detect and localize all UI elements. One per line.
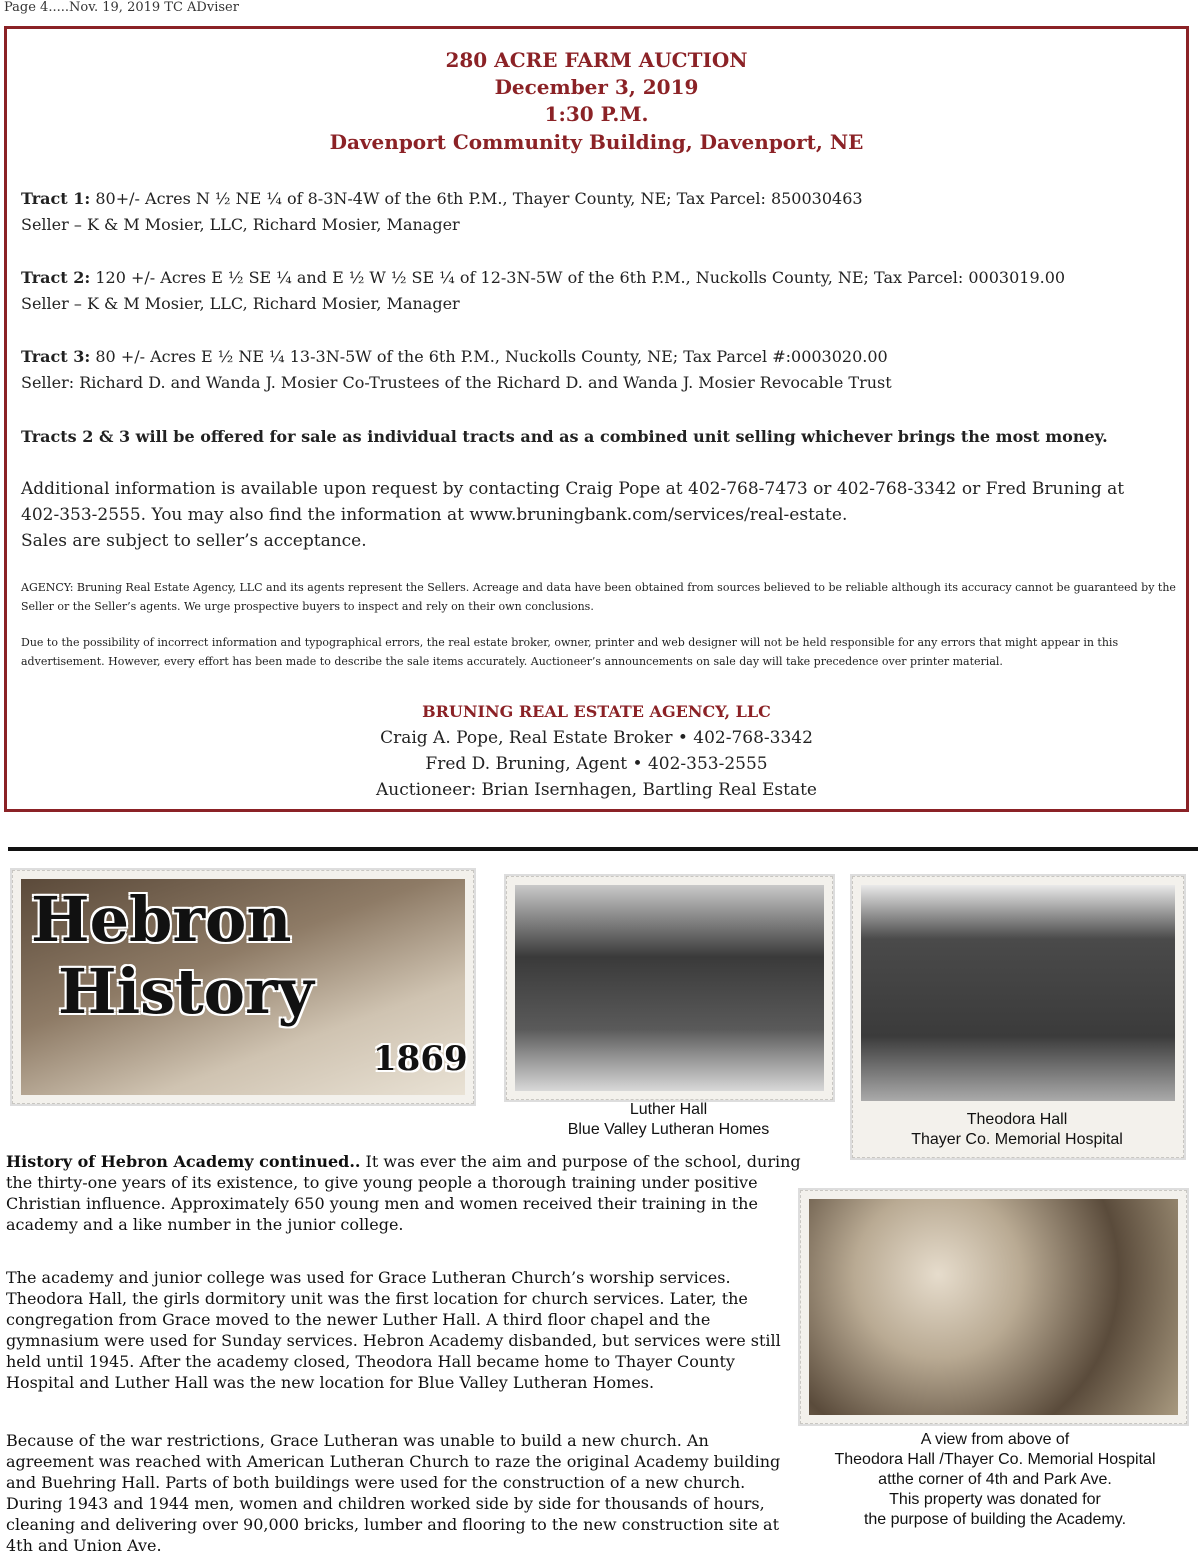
caption-line: Luther Hall xyxy=(629,1101,708,1118)
history-text: It was ever the aim and purpose of the school, during the thirty-one years of its existence, to give young people a thorough training under positive Christian influence. Approximately 650 young men and women received their training in the academy and a like number in the junior college. xyxy=(6,1152,801,1234)
caption-line: the purpose of building the Academy. xyxy=(863,1511,1127,1528)
aerial-caption xyxy=(800,1430,1190,1530)
tract-seller: Seller: Richard D. and Wanda J. Mosier Co-Trustees of the Richard D. and Wanda J. Mosier Revocable Trust xyxy=(21,373,892,392)
auction-date: December 3, 2019 xyxy=(494,75,699,99)
tract-description: 80 +/- Acres E ½ NE ¼ 13-3N-5W of the 6th P.M., Nuckolls County, NE; Tax Parcel #:0003020.00 xyxy=(90,347,888,366)
errors-disclaimer: Due to the possibility of incorrect information and typographical errors, the real estate broker, owner, printer and web designer will not be held responsible for any errors that might appear in this advertisement. However, every effort has been made to describe the sale items accurately. Auctioneer’s announcements on sale day will take precedence over printer material. xyxy=(21,636,1119,668)
history-paragraph-1 xyxy=(6,1151,801,1235)
additional-line: 402-353-2555. You may also find the information at www.bruningbank.com/services/real-estate. xyxy=(21,505,848,525)
auction-time: 1:30 P.M. xyxy=(544,102,649,126)
tract-seller: Seller – K & M Mosier, LLC, Richard Mosier, Manager xyxy=(21,215,460,234)
section-divider xyxy=(8,847,1198,851)
luther-hall-photo xyxy=(515,885,824,1091)
tract-3 xyxy=(21,344,1171,396)
page-header: Page 4.....Nov. 19, 2019 TC ADviser xyxy=(4,0,239,15)
tract-1 xyxy=(21,186,1171,238)
tract-label: Tract 2: xyxy=(21,268,91,287)
history-paragraph-3: Because of the war restrictions, Grace Lutheran was unable to build a new church. An agreement was reached with American Lutheran Church to raze the original Academy building and Buehring Hall. Parts of both buildings were used for the construction of a new church. During 1943 and 1944 men, women and children worked side by side for thousands of hours, cleaning and delivering over 90,000 bricks, lumber and flooring to the new construction site at 4th and Union Ave. xyxy=(6,1431,781,1555)
aerial-photo xyxy=(809,1199,1178,1415)
tract-description: 120 +/- Acres E ½ SE ¼ and E ½ W ½ SE ¼ of 12-3N-5W of the 6th P.M., Nuckolls County, NE; Tax Parcel: 0003019.00 xyxy=(90,268,1066,287)
history-paragraph-2: The academy and junior college was used for Grace Lutheran Church’s worship services. Theodora Hall, the girls dormitory unit was the first location for church services. Later, the congregation from Grace moved to the newer Luther Hall. A third floor chapel and the gymnasium were used for Sunday services. Hebron Academy disbanded, but services were still held until 1945. After the academy closed, Theodora Hall became home to Thayer County Hospital and Luther Hall was the new location for Blue Valley Lutheran Homes. xyxy=(6,1268,781,1392)
additional-line: Sales are subject to seller’s acceptance. xyxy=(21,531,367,551)
hebron-title-line1: Hebron xyxy=(31,883,292,956)
hebron-year: 1869 xyxy=(373,1039,468,1079)
additional-info xyxy=(21,476,1171,554)
auction-ad xyxy=(4,26,1189,812)
aerial-photo-frame xyxy=(800,1190,1187,1424)
caption-line: A view from above of xyxy=(920,1431,1070,1448)
luther-hall-caption xyxy=(506,1100,831,1140)
contact-broker: Craig A. Pope, Real Estate Broker • 402-768-3342 xyxy=(380,728,813,748)
agency-disclaimer: AGENCY: Bruning Real Estate Agency, LLC and its agents represent the Sellers. Acreage and data have been obtained from sources believed to be reliable although its accuracy cannot be guaranteed by the Seller or the Seller’s agents. We urge prospective buyers to inspect and rely on their own conclusions. xyxy=(21,581,1176,613)
agency-name: BRUNING REAL ESTATE AGENCY, LLC xyxy=(422,702,771,721)
luther-hall-photo-frame xyxy=(506,876,833,1100)
contact-agent: Fred D. Bruning, Agent • 402-353-2555 xyxy=(425,754,768,774)
hebron-title-line2: History xyxy=(58,955,314,1028)
theodora-hall-caption xyxy=(852,1110,1182,1150)
caption-line: Blue Valley Lutheran Homes xyxy=(567,1121,770,1138)
tract-label: Tract 1: xyxy=(21,189,91,208)
tract-seller: Seller – K & M Mosier, LLC, Richard Mosier, Manager xyxy=(21,294,460,313)
caption-line: Thayer Co. Memorial Hospital xyxy=(911,1131,1123,1148)
caption-line: Theodora Hall xyxy=(966,1111,1068,1128)
auction-title: 280 ACRE FARM AUCTION xyxy=(445,48,748,72)
tract-label: Tract 3: xyxy=(21,347,91,366)
combined-note: Tracts 2 & 3 will be offered for sale as individual tracts and as a combined unit selling whichever brings the most money. xyxy=(21,427,1108,446)
caption-line: Theodora Hall /Thayer Co. Memorial Hospital xyxy=(834,1451,1156,1468)
auction-location: Davenport Community Building, Davenport, NE xyxy=(329,130,864,154)
contact-auctioneer: Auctioneer: Brian Isernhagen, Bartling Real Estate xyxy=(375,780,817,800)
tract-2 xyxy=(21,265,1171,317)
additional-line: Additional information is available upon request by contacting Craig Pope at 402-768-7473 or 402-768-3342 or Fred Bruning at xyxy=(21,479,1125,499)
history-lead: History of Hebron Academy continued.. xyxy=(6,1152,361,1171)
hebron-history-banner xyxy=(12,870,474,1104)
caption-line: This property was donated for xyxy=(889,1491,1101,1508)
theodora-hall-photo xyxy=(861,885,1175,1101)
tract-description: 80+/- Acres N ½ NE ¼ of 8-3N-4W of the 6th P.M., Thayer County, NE; Tax Parcel: 850030463 xyxy=(90,189,863,208)
caption-line: atthe corner of 4th and Park Ave. xyxy=(878,1471,1112,1488)
